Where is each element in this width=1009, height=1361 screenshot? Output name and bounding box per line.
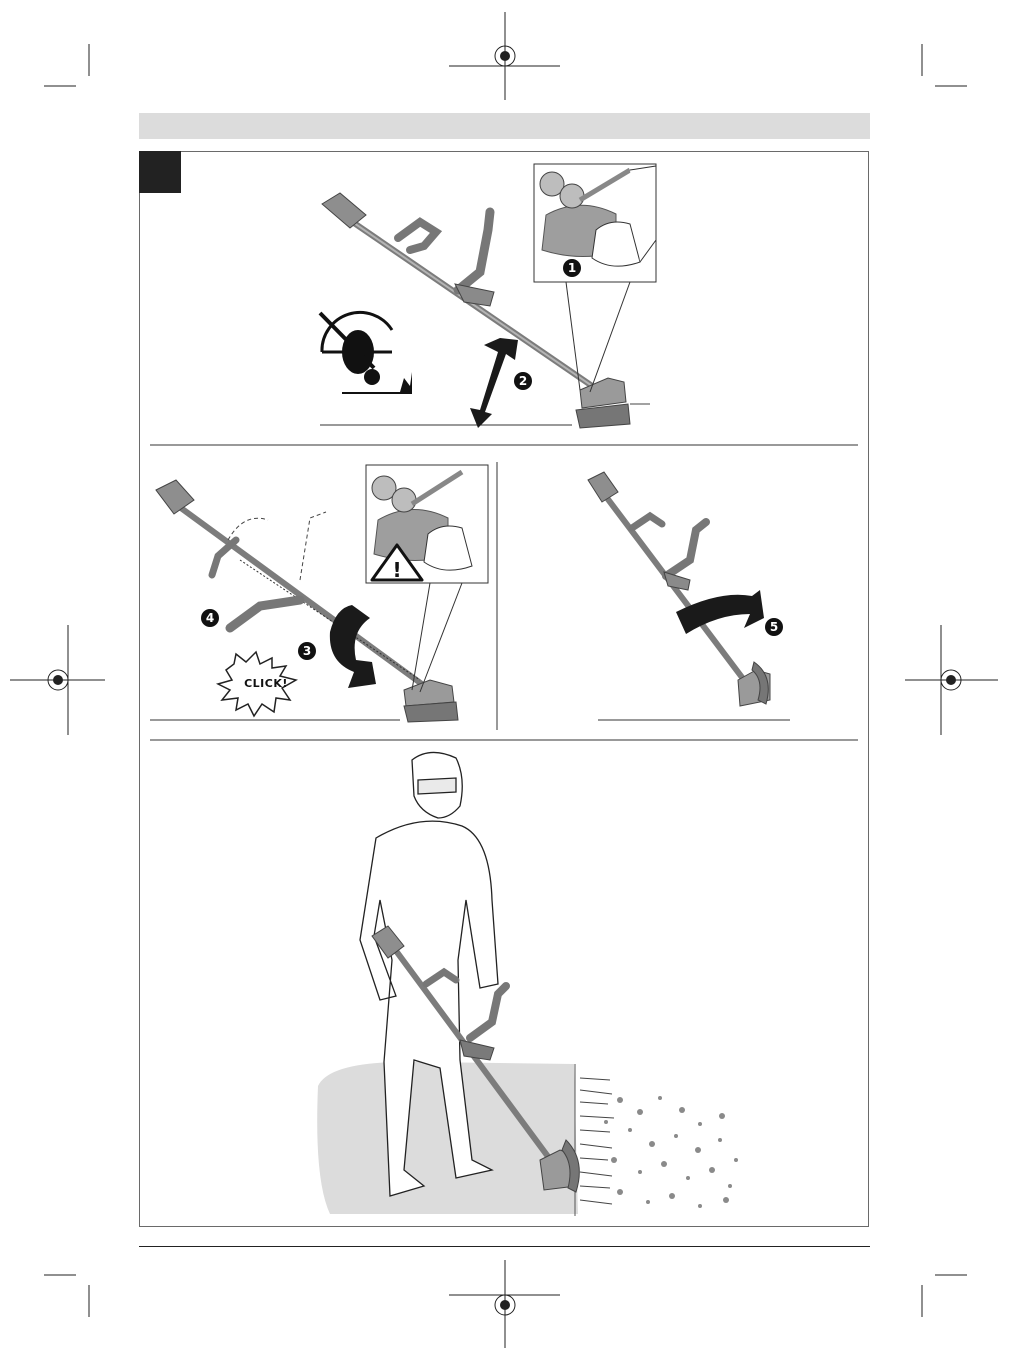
step-2-label: 2 xyxy=(518,374,528,388)
warning-exclamation: ! xyxy=(392,558,402,582)
click-label: CLICK! xyxy=(244,677,288,690)
step-1-label: 1 xyxy=(567,261,577,275)
panel-top xyxy=(320,164,656,428)
panel-middle-left xyxy=(150,465,488,722)
panel-middle-right xyxy=(588,472,790,720)
step-5-label: 5 xyxy=(769,620,779,634)
step-3-label: 3 xyxy=(302,644,312,658)
panel-bottom xyxy=(317,752,738,1216)
footer-rule xyxy=(139,1246,870,1247)
no-tilt-icon xyxy=(320,312,412,394)
step-4-label: 4 xyxy=(205,611,215,625)
